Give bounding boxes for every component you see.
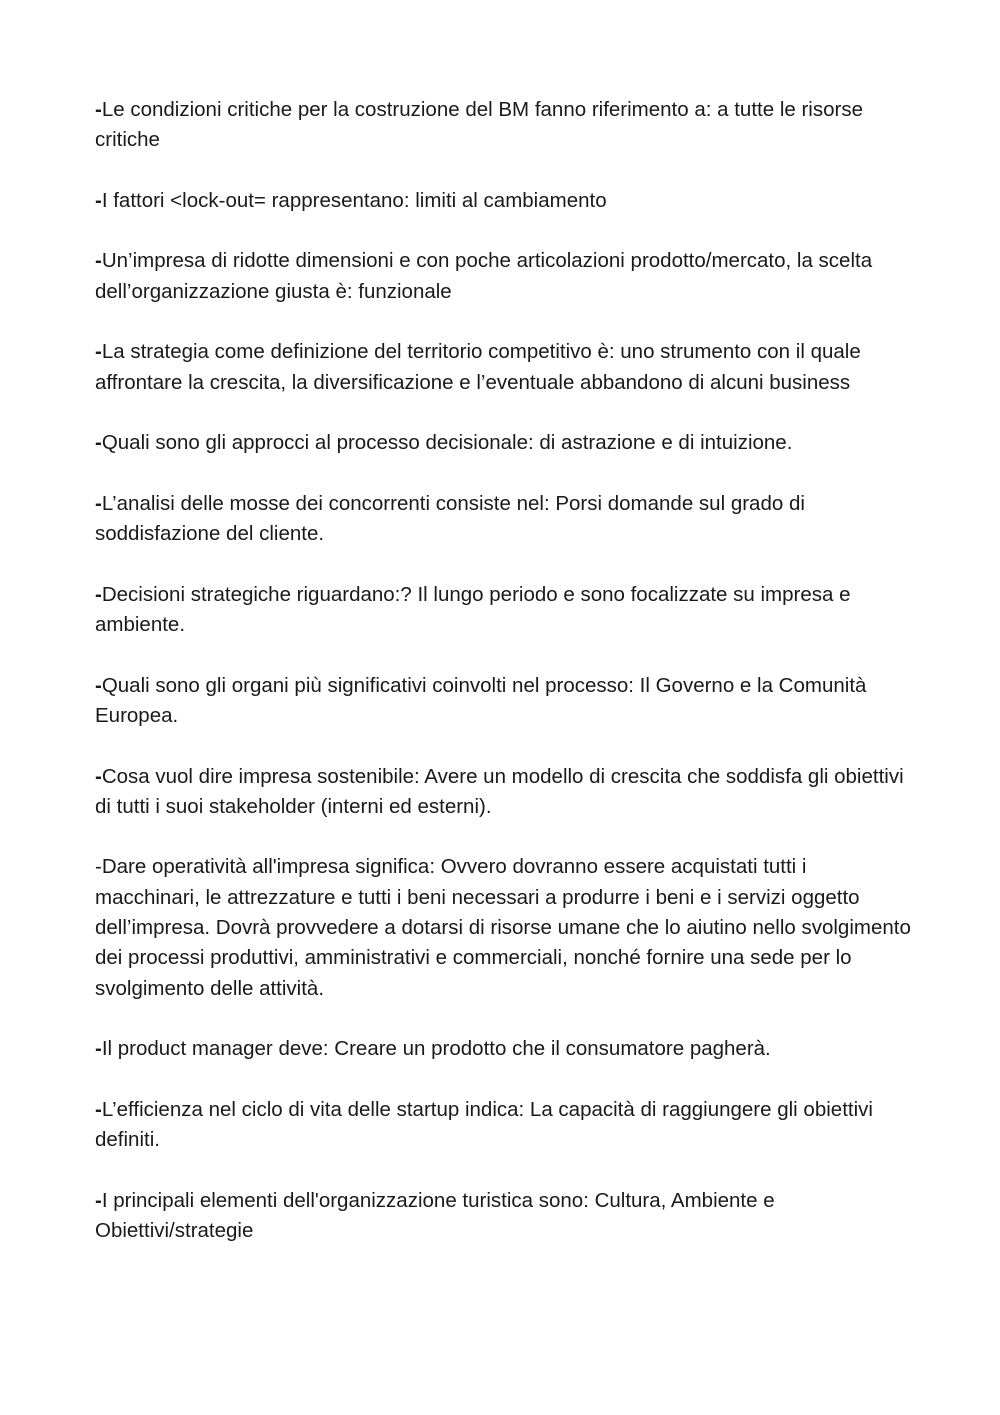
qa-item-6 xyxy=(95,489,915,550)
item-text: Il product manager deve: Creare un prodotto che il consumatore pagherà. xyxy=(101,1037,771,1061)
item-text: Decisioni strategiche riguardano:? Il lungo periodo e sono focalizzate su impresa e ambiente. xyxy=(95,582,851,637)
item-text: La strategia come definizione del territorio competitivo è: uno strumento con il quale affrontare la crescita, la diversificazione e l’eventuale abbandono di alcuni business xyxy=(95,340,861,394)
item-text: L’analisi delle mosse dei concorrenti consiste nel: Porsi domande sul grado di soddisfazione del cliente. xyxy=(95,491,805,546)
item-dash: - xyxy=(95,673,102,697)
item-text: L’efficienza nel ciclo di vita delle startup indica: La capacità di raggiungere gli obiettivi definiti. xyxy=(95,1097,873,1152)
qa-item-12 xyxy=(95,1095,915,1156)
qa-item-3 xyxy=(95,246,915,307)
qa-item-10 xyxy=(95,852,915,1003)
qa-item-13 xyxy=(95,1186,915,1247)
item-dash: - xyxy=(95,1037,102,1061)
document-page xyxy=(95,95,915,1277)
item-dash: - xyxy=(95,1188,102,1212)
item-text: I fattori <lock-out= rappresentano: limiti al cambiamento xyxy=(101,188,607,212)
item-dash: - xyxy=(95,340,102,364)
qa-item-11 xyxy=(95,1034,915,1064)
item-dash: - xyxy=(95,431,102,455)
qa-item-1 xyxy=(95,95,915,156)
qa-item-7 xyxy=(95,580,915,641)
qa-item-4 xyxy=(95,337,915,398)
item-dash: - xyxy=(95,249,102,273)
item-text: Cosa vuol dire impresa sostenibile: Avere un modello di crescita che soddisfa gli obiettivi di tutti i suoi stakeholder (interni ed esterni). xyxy=(95,764,904,818)
item-dash: - xyxy=(95,582,102,606)
qa-item-8 xyxy=(95,671,915,732)
item-dash: - xyxy=(95,98,102,121)
item-dash: - xyxy=(95,855,102,879)
item-text: Le condizioni critiche per la costruzione del BM fanno riferimento a: a tutte le risorse critiche xyxy=(95,98,863,152)
qa-item-9 xyxy=(95,762,915,823)
item-dash: - xyxy=(95,188,102,212)
item-text: Quali sono gli organi più significativi coinvolti nel processo: Il Governo e la Comunità Europea. xyxy=(95,673,867,727)
item-text: Quali sono gli approcci al processo decisionale: di astrazione e di intuizione. xyxy=(101,431,793,455)
item-dash: - xyxy=(95,764,102,788)
item-text: Un’impresa di ridotte dimensioni e con poche articolazioni prodotto/mercato, la scelta dell’organizzazione giusta è: funzionale xyxy=(95,249,873,303)
item-text: Dare operatività all'impresa significa: Ovvero dovranno essere acquistati tutti i macchinari, le attrezzature e tutti i beni necessari a produrre i beni e i servizi oggetto dell’impresa. Dovrà provvedere a dotarsi di risorse umane che lo aiutino nello svolgimento dei processi produttivi, amministrativi e commerciali, nonché fornire una sede per lo svolgimento delle attività. xyxy=(95,855,911,1000)
item-dash: - xyxy=(95,1097,102,1121)
item-text: I principali elementi dell'organizzazione turistica sono: Cultura, Ambiente e Obiettivi/strategie xyxy=(95,1188,775,1242)
qa-item-5 xyxy=(95,428,915,458)
item-dash: - xyxy=(95,491,102,515)
qa-item-2 xyxy=(95,186,915,216)
